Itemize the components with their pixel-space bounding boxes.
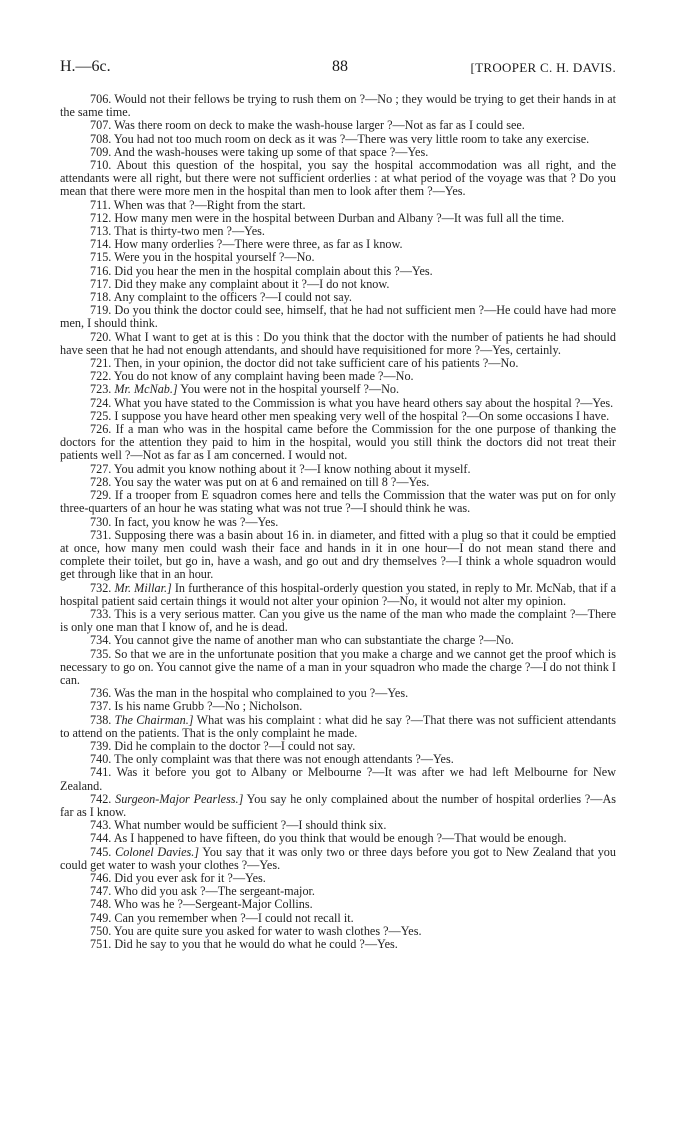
speaker-name: Surgeon-Major Pearless.]	[115, 791, 244, 806]
testimony-paragraph: 739. Did he complain to the doctor ?—I could not say.	[90, 738, 356, 753]
testimony-paragraph: 749. Can you remember when ?—I could not recall it.	[90, 910, 354, 925]
testimony-paragraph: 712. How many men were in the hospital between Durban and Albany ?—It was full all the time.	[90, 210, 565, 225]
testimony-paragraph: 708. You had not too much room on deck as it was ?—There was very little room to take any exercise.	[90, 131, 590, 146]
page-number: 88	[332, 58, 348, 75]
testimony-paragraph	[60, 846, 616, 872]
question-number: 732.	[90, 580, 115, 595]
testimony-paragraph: 720. What I want to get at is this : Do you think that the doctor with the number of patients he had should have seen that he had not enough attendants, and should have requisitioned for more ?—Yes, certainly.	[60, 329, 616, 357]
testimony-paragraph: 721. Then, in your opinion, the doctor did not take sufficient care of his patients ?—No.	[90, 356, 519, 371]
testimony-paragraph: 725. I suppose you have heard other men speaking very well of the hospital ?—On some occasions I have.	[90, 408, 610, 423]
testimony-paragraph: 717. Did they make any complaint about it ?—I do not know.	[90, 276, 390, 291]
testimony-paragraph: 710. About this question of the hospital, you say the hospital accommodation was all right, and the attendants were all right, but there were not sufficient orderlies : at what period of the voyage was that ? Do you mean that there were more men in the hospital than men to look after them ?—Yes.	[60, 158, 616, 199]
testimony-paragraph: 734. You cannot give the name of another man who can substantiate the charge ?—No.	[90, 633, 514, 648]
testimony-paragraph	[60, 383, 616, 396]
testimony-paragraph: 743. What number would be sufficient ?—I should think six.	[90, 818, 387, 833]
testimony-paragraph: 751. Did he say to you that he would do what he could ?—Yes.	[90, 937, 398, 951]
question-number: 738.	[90, 712, 115, 727]
testimony-paragraph: 716. Did you hear the men in the hospital complain about this ?—Yes.	[90, 263, 433, 278]
testimony-paragraph: 737. Is his name Grubb ?—No ; Nicholson.	[90, 699, 303, 714]
testimony-paragraph: 735. So that we are in the unfortunate position that you make a charge and we cannot get the proof which is necessary to go on. You cannot give the name of a man in your squadron who made the charge ?—I do not think I can.	[60, 646, 616, 687]
question-number: 723.	[90, 382, 115, 397]
testimony-paragraph: 729. If a trooper from E squadron comes here and tells the Commission that the water was put on for only three-quarters of an hour he was stating what was not true ?—I should think he was.	[60, 488, 616, 516]
testimony-paragraph: 744. As I happened to have fifteen, do you think that would be enough ?—That would be enough.	[90, 831, 567, 846]
testimony-paragraph: 733. This is a very serious matter. Can you give us the name of the man who made the complaint ?—There is only one man that I know of, and he is dead.	[60, 606, 616, 635]
testimony-paragraph: 714. How many orderlies ?—There were three, as far as I know.	[90, 237, 403, 252]
paragraph-text: What was his complaint : what did he say ?—That there was not sufficient attendants to attend on the patients. That is the only complaint he made.	[60, 712, 616, 740]
paragraph-text: You were not in the hospital yourself ?—No.	[177, 382, 400, 397]
testimony-paragraph: 724. What you have stated to the Commission is what you have heard others say about the hospital ?—Yes.	[90, 395, 614, 410]
testimony-paragraph: 740. The only complaint was that there was not enough attendants ?—Yes.	[90, 752, 454, 767]
testimony-paragraph	[60, 793, 616, 819]
document-reference: H.—6c.	[60, 58, 111, 75]
witness-name: [TROOPER C. H. DAVIS.	[470, 60, 616, 75]
speaker-name: Mr. Millar.]	[114, 580, 172, 595]
testimony-body	[60, 93, 616, 951]
testimony-paragraph: 730. In fact, you know he was ?—Yes.	[90, 514, 279, 529]
testimony-paragraph: 709. And the wash-houses were taking up some of that space ?—Yes.	[90, 144, 429, 159]
paragraph-text: You say he only complained about the number of hospital orderlies ?—As far as I know.	[60, 791, 616, 819]
question-number: 742.	[90, 791, 116, 806]
testimony-paragraph: 715. Were you in the hospital yourself ?—No.	[90, 250, 315, 265]
paragraph-text: You say that it was only two or three days before you got to New Zealand that you could get water to wash your clothes ?—Yes.	[60, 844, 616, 872]
testimony-paragraph: 731. Supposing there was a basin about 16 in. in diameter, and fitted with a plug so that it could be emptied at once, how many men could wash their face and hands in it in one hour—I do not mean stand there and complete their toilet, but go in, have a wash, and go out and dry themselves ?—I think a whole squadron would get through like that in an hour.	[60, 527, 616, 582]
testimony-paragraph: 726. If a man who was in the hospital came before the Commission for the one purpose of thanking the doctors for the attention they paid to him in the hospital, would you still think the doctors did not treat their patients well ?—Not as far as I am concerned. I would not.	[60, 422, 616, 463]
testimony-paragraph: 727. You admit you know nothing about it ?—I know nothing about it myself.	[90, 461, 471, 476]
testimony-paragraph	[60, 582, 616, 608]
testimony-paragraph: 707. Was there room on deck to make the wash-house larger ?—Not as far as I could see.	[90, 118, 525, 133]
speaker-name: Colonel Davies.]	[115, 844, 200, 859]
testimony-paragraph: 706. Would not their fellows be trying to rush them on ?—No ; they would be trying to get their hands in at the same time.	[60, 92, 616, 120]
testimony-paragraph: 741. Was it before you got to Albany or Melbourne ?—It was after we had left Melbourne for New Zealand.	[60, 765, 616, 793]
testimony-paragraph: 728. You say the water was put on at 6 and remained on till 8 ?—Yes.	[90, 474, 430, 489]
testimony-paragraph	[60, 714, 616, 740]
testimony-paragraph: 711. When was that ?—Right from the start.	[90, 197, 306, 212]
speaker-name: Mr. McNab.]	[114, 382, 178, 397]
testimony-paragraph: 748. Who was he ?—Sergeant-Major Collins.	[90, 897, 313, 912]
page-header	[60, 58, 616, 80]
testimony-paragraph: 718. Any complaint to the officers ?—I could not say.	[90, 290, 352, 305]
testimony-paragraph: 713. That is thirty-two men ?—Yes.	[90, 224, 265, 239]
testimony-paragraph: 747. Who did you ask ?—The sergeant-major.	[90, 884, 315, 899]
speaker-name: The Chairman.]	[114, 712, 194, 727]
testimony-paragraph: 719. Do you think the doctor could see, himself, that he had not sufficient men ?—He could have had more men, I should think.	[60, 303, 616, 331]
testimony-paragraph: 750. You are quite sure you asked for water to wash clothes ?—Yes.	[90, 923, 422, 938]
question-number: 745.	[90, 844, 116, 859]
testimony-paragraph: 722. You do not know of any complaint having been made ?—No.	[90, 369, 414, 384]
testimony-paragraph: 736. Was the man in the hospital who complained to you ?—Yes.	[90, 686, 409, 701]
testimony-paragraph: 746. Did you ever ask for it ?—Yes.	[90, 870, 266, 885]
paragraph-text: In furtherance of this hospital-orderly question you stated, in reply to Mr. McNab, that if a hospital patient said certain things it would not alter your opinion ?—No, it would not alter my opinion.	[60, 580, 616, 608]
